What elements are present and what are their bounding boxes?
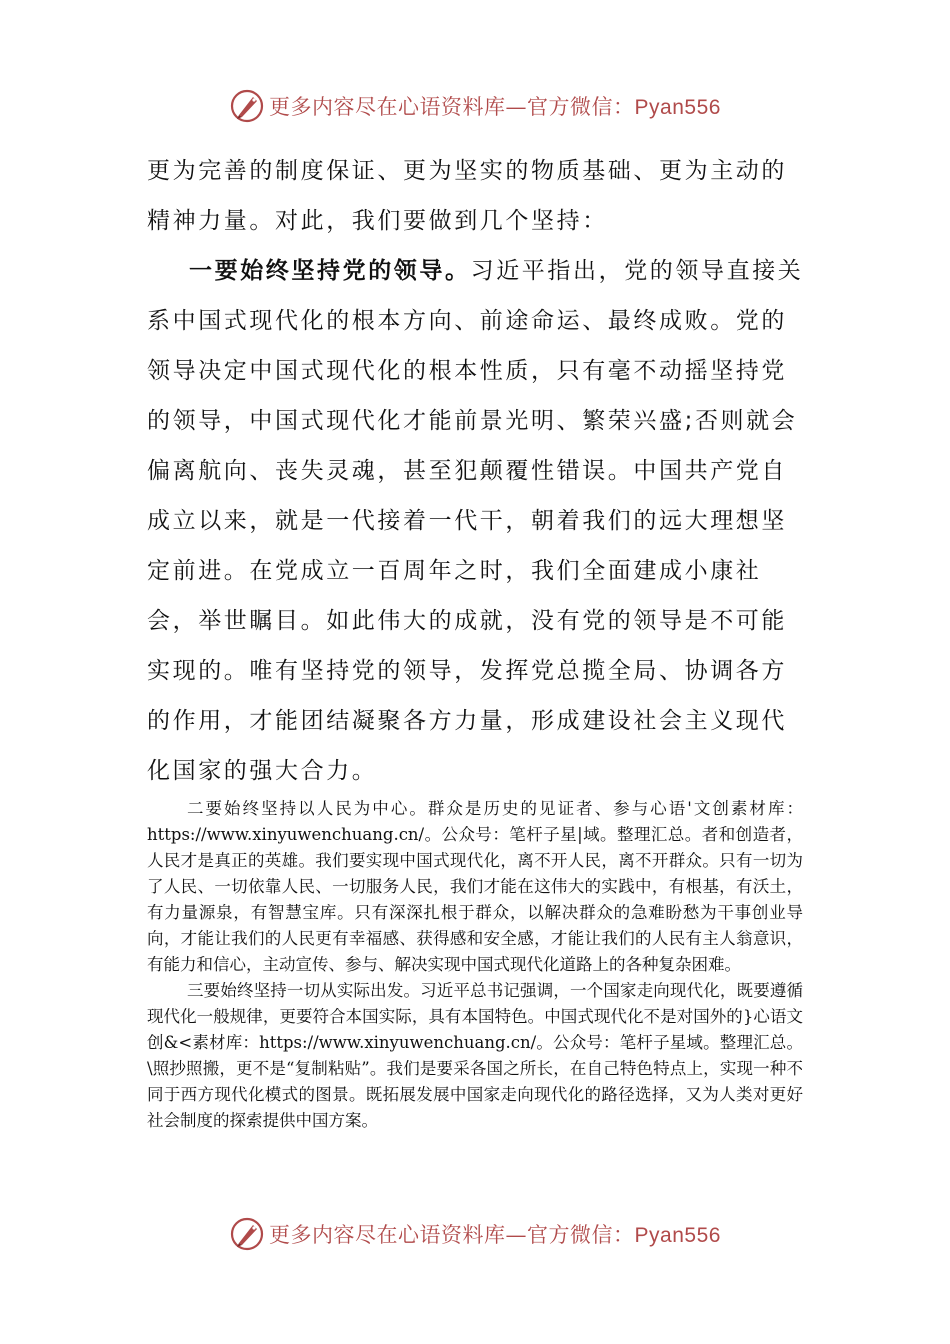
paragraph-3: 二要始终坚持以人民为中心。群众是历史的见证者、参与心语'文创素材库：https://www.xinyuwenchuang.cn/。公众号：笔杆子星|域。整理汇总。者和创造者，人民才是真正的英雄。我们要实现中国式现代化，离不开人民，离不开群众。只有一切为了人民、一切依靠人民、一切服务人民，我们才能在这伟大的实践中，有根基，有沃土，有力量源泉，有智慧宝库。只有深深扎根于群众，以解决群众的急难盼愁为干事创业导向，才能让我们的人民更有幸福感、获得感和安全感，才能让我们的人民有主人翁意识，有能力和信心，主动宣传、参与、解决实现中国式现代化道路上的各种复杂困难。: [147, 799, 803, 974]
banner-wechat-id: Pyan556: [634, 96, 721, 119]
banner-slogan: 更多内容尽在心语资料库—官方微信：: [269, 1223, 635, 1247]
banner-text: [269, 91, 721, 121]
main-text-small: [147, 796, 803, 1134]
main-text-large: [147, 146, 812, 796]
banner-text: [269, 1219, 721, 1249]
footer-banner: [0, 1212, 950, 1256]
header-banner: [0, 84, 950, 128]
pen-nib-circle-icon: [229, 1216, 265, 1252]
paragraph-4: 三要始终坚持一切从实际出发。习近平总书记强调，一个国家走向现代化，既要遵循现代化一般规律，更要符合本国实际，具有本国特色。中国式现代化不是对国外的}心语文创&<素材库：https://www.xinyuwenchuang.cn/。公众号：笔杆子星域。整理汇总。\照抄照搬，更不是“复制粘贴”。我们是要采各国之所长，在自己特色特点上，实现一种不同于西方现代化模式的图景。既拓展发展中国家走向现代化的路径选择，又为人类对更好社会制度的探索提供中国方案。: [147, 981, 803, 1130]
pen-nib-circle-icon: [229, 88, 265, 124]
paragraph-2: [147, 246, 812, 796]
banner-slogan: 更多内容尽在心语资料库—官方微信：: [269, 95, 635, 119]
paragraph-1: 更为完善的制度保证、更为坚实的物质基础、更为主动的精神力量。对此，我们要做到几个坚持：: [147, 158, 787, 234]
paragraph-2-text: 习近平指出，党的领导直接关系中国式现代化的根本方向、前途命运、最终成败。党的领导决定中国式现代化的根本性质，只有毫不动摇坚持党的领导，中国式现代化才能前景光明、繁荣兴盛;否则就会偏离航向、丧失灵魂，甚至犯颠覆性错误。中国共产党自成立以来，就是一代接着一代干，朝着我们的远大理想坚定前进。在党成立一百周年之时，我们全面建成小康社会，举世瞩目。如此伟大的成就，没有党的领导是不可能实现的。唯有坚持党的领导，发挥党总揽全局、协调各方的作用，才能团结凝聚各方力量，形成建设社会主义现代化国家的强大合力。: [147, 258, 804, 784]
banner-wechat-id: Pyan556: [634, 1224, 721, 1247]
paragraph-2-lead: 一要始终坚持党的领导。: [189, 258, 471, 284]
